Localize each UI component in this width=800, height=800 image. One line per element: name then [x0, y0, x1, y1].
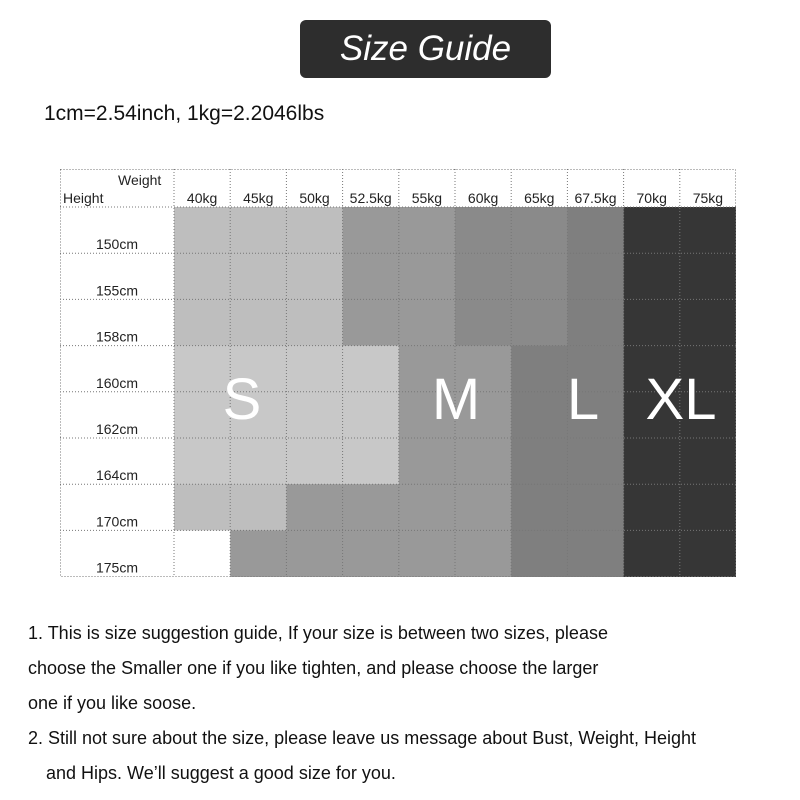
size-cell — [174, 530, 231, 577]
size-cell — [286, 253, 343, 300]
size-cell — [455, 253, 512, 300]
size-cell — [624, 299, 681, 346]
size-cell — [286, 484, 343, 531]
size-cell — [511, 253, 568, 300]
size-cell — [455, 530, 512, 577]
size-cell — [286, 530, 343, 577]
note-line-1: 1. This is size suggestion guide, If your size is between two sizes, please — [28, 623, 608, 643]
size-cell — [343, 530, 400, 577]
size-cell — [174, 299, 231, 346]
size-cell — [399, 207, 456, 254]
size-label-m: M — [431, 367, 481, 432]
size-cell — [624, 484, 681, 531]
size-cell — [567, 484, 624, 531]
size-guide-title-badge — [300, 20, 551, 78]
size-cell — [174, 484, 231, 531]
size-cell — [343, 253, 400, 300]
weight-header: 70kg — [636, 190, 667, 206]
note-line-4: 2. Still not sure about the size, please leave us message about Bust, Weight, Height — [28, 728, 697, 748]
size-cell — [511, 207, 568, 254]
size-cell — [174, 253, 231, 300]
height-label: 158cm — [95, 328, 139, 345]
size-notes — [28, 616, 788, 791]
size-cell — [511, 392, 568, 439]
size-cell — [230, 484, 287, 531]
size-cell — [624, 253, 681, 300]
size-label-l: L — [566, 367, 600, 432]
size-cell — [343, 346, 400, 393]
size-cell — [567, 207, 624, 254]
note-line-3: one if you like soose. — [28, 693, 197, 713]
weight-header: 52.5kg — [349, 190, 392, 206]
size-cell — [399, 530, 456, 577]
size-cell — [399, 299, 456, 346]
size-cell — [286, 438, 343, 485]
weight-header: 45kg — [243, 190, 274, 206]
size-cell — [511, 484, 568, 531]
size-cell — [230, 299, 287, 346]
height-label: 175cm — [95, 559, 139, 576]
size-cell — [343, 484, 400, 531]
size-cell — [343, 299, 400, 346]
weight-header: 50kg — [299, 190, 330, 206]
size-cell — [511, 438, 568, 485]
size-chart-svg — [60, 169, 736, 577]
size-cell — [286, 299, 343, 346]
size-cell — [511, 299, 568, 346]
size-cell — [230, 253, 287, 300]
height-label: 164cm — [95, 467, 139, 484]
size-label-s: S — [222, 367, 262, 432]
weight-header: 75kg — [692, 190, 724, 206]
size-cell — [455, 207, 512, 254]
size-cell — [399, 484, 456, 531]
size-cell — [286, 392, 343, 439]
size-chart-table — [60, 169, 736, 577]
height-label: 160cm — [95, 374, 139, 391]
size-cell — [680, 299, 736, 346]
weight-header: 55kg — [411, 190, 443, 206]
height-label: 155cm — [95, 282, 139, 299]
size-cell — [567, 253, 624, 300]
size-cell — [286, 207, 343, 254]
size-cell — [624, 207, 681, 254]
size-cell — [511, 346, 568, 393]
weight-header: 40kg — [186, 190, 218, 206]
weight-header: 65kg — [524, 190, 555, 206]
page-title: Size Guide — [339, 29, 512, 68]
size-cell — [230, 207, 287, 254]
note-line-5: and Hips. We’ll suggest a good size for you. — [46, 763, 396, 783]
size-cell — [680, 530, 736, 577]
height-label: 162cm — [95, 421, 139, 437]
height-label: 170cm — [95, 513, 139, 530]
size-cell — [624, 530, 681, 577]
note-line-2: choose the Smaller one if you like tighten, and please choose the larger — [28, 658, 599, 678]
size-cell — [455, 438, 512, 485]
size-cell — [343, 438, 400, 485]
weight-header: 67.5kg — [574, 190, 617, 206]
size-cell — [680, 484, 736, 531]
size-cell — [511, 530, 568, 577]
size-cell — [567, 438, 624, 485]
size-cell — [174, 438, 231, 485]
size-cell — [680, 253, 736, 300]
unit-conversion-text: 1cm=2.54inch, 1kg=2.2046lbs — [44, 102, 325, 125]
size-cell — [455, 484, 512, 531]
size-cell — [567, 299, 624, 346]
size-cell — [399, 253, 456, 300]
size-label-xl: XL — [645, 367, 717, 432]
size-cell — [567, 530, 624, 577]
size-cell — [230, 438, 287, 485]
size-cell — [680, 207, 736, 254]
height-label: 150cm — [95, 236, 139, 253]
corner-weight-label: Weight — [118, 172, 162, 188]
size-cell — [230, 530, 287, 577]
corner-height-label: Height — [63, 190, 104, 206]
size-cell — [680, 438, 736, 485]
size-cell — [343, 207, 400, 254]
weight-header: 60kg — [467, 190, 499, 206]
size-cell — [624, 438, 681, 485]
size-cell — [286, 346, 343, 393]
size-cell — [399, 438, 456, 485]
size-cell — [174, 207, 231, 254]
size-cell — [455, 299, 512, 346]
size-cell — [343, 392, 400, 439]
